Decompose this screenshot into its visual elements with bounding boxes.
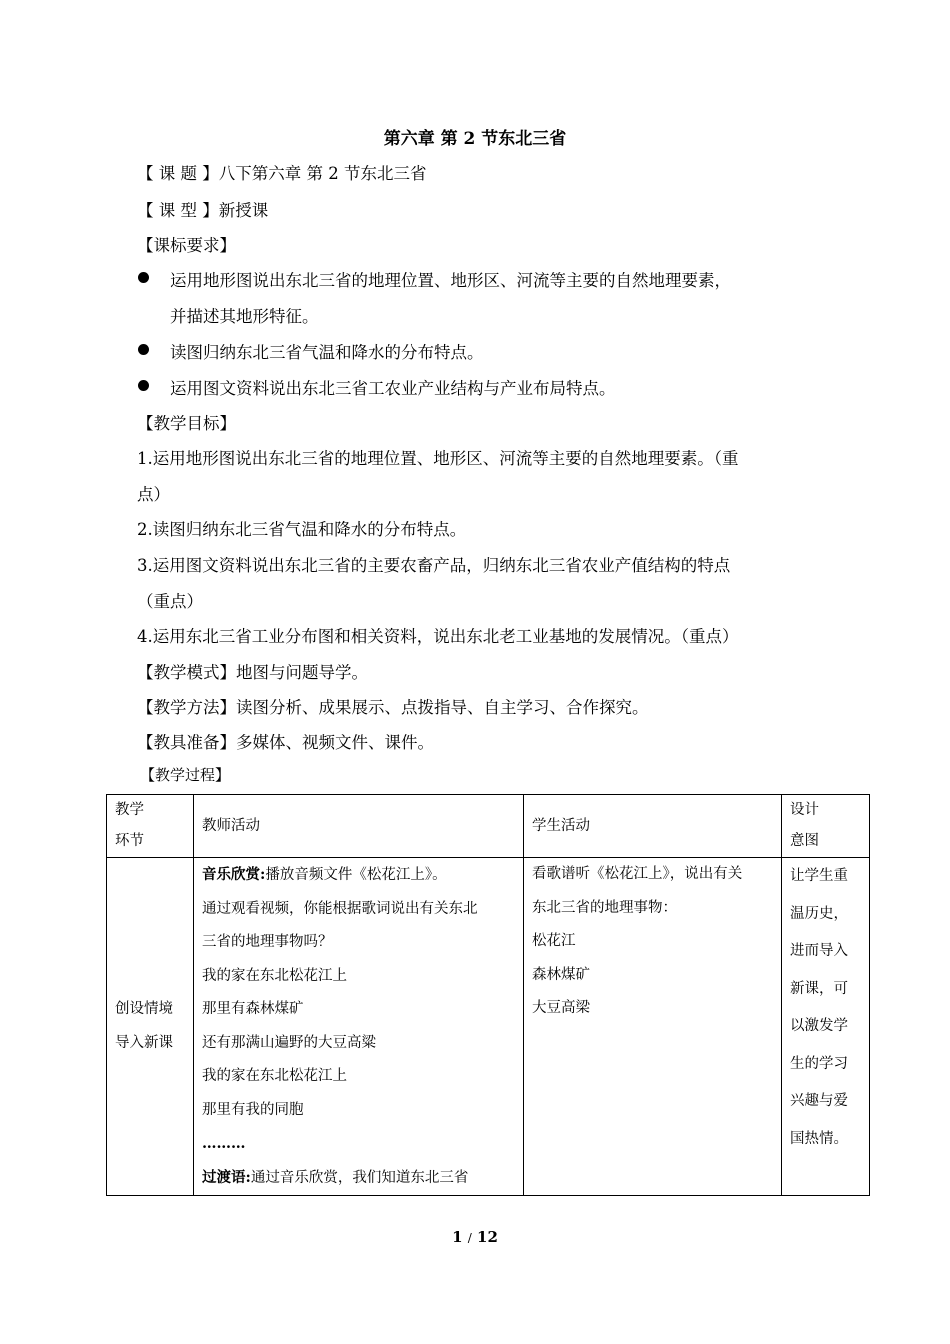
intent-line: 生的学习 [790,1055,848,1072]
intent-line: 温历史， [790,905,848,922]
lesson-type: 【 课 型 】新授课 [137,201,269,220]
standard-item-1-line-1: 运用地形图说出东北三省的地理位置、地形区、河流等主要的自然地理要素， [170,271,731,290]
student-line: 大豆高梁 [532,1000,590,1016]
bullet-icon [138,272,149,283]
goal-item-4: 4.运用东北三省工业分布图和相关资料，说出东北老工业基地的发展情况。（重点） [137,627,739,646]
teaching-mode: 【教学模式】地图与问题导学。 [137,663,368,682]
header-student: 学生活动 [524,795,782,858]
bullet-icon [138,344,149,355]
standard-item-2: 读图归纳东北三省气温和降水的分布特点。 [170,343,484,362]
teacher-line: 我的家在东北松花江上 [202,1068,347,1084]
teacher-line: 那里有我的同胞 [202,1101,304,1118]
page-separator: / [467,1231,472,1245]
intent-cell [782,858,870,1196]
header-intent-line-1: 设计 [790,802,819,818]
process-heading: 【教学过程】 [140,766,231,784]
teacher-music-label: 音乐欣赏: [202,866,266,883]
teacher-line: 还有那满山遍野的大豆高粱 [202,1034,376,1051]
teacher-line: 三省的地理事物吗？ [202,934,333,950]
student-line: 松花江 [532,933,576,949]
teacher-line: 通过观看视频，你能根据歌词说出有关东北 [202,900,478,917]
process-table [106,794,870,1196]
goals-heading: 【教学目标】 [137,414,236,433]
teacher-activity-cell [194,858,524,1196]
teacher-transition-line [202,1161,515,1196]
stage-line-1: 创设情境 [115,1001,173,1017]
header-stage [107,795,194,858]
teaching-tools: 【教具准备】多媒体、视频文件、课件。 [137,733,434,752]
goal-item-1-line-1: 1.运用地形图说出东北三省的地理位置、地形区、河流等主要的自然地理要素。（重 [137,449,739,468]
teacher-intro-line [202,858,515,893]
header-stage-line-2: 环节 [115,833,144,849]
intent-line: 新课，可 [790,980,848,997]
teacher-music-text: 播放音频文件《松花江上》。 [265,867,447,883]
stage-cell [107,858,194,1196]
student-line: 东北三省的地理事物： [532,899,677,916]
teacher-transition-text: 通过音乐欣赏，我们知道东北三省 [250,1169,469,1186]
teaching-method: 【教学方法】读图分析、成果展示、点拨指导、自主学习、合作探究。 [137,698,649,717]
page-current: 1 [452,1228,463,1246]
page-total: 12 [477,1228,498,1246]
goal-item-1-line-2: 点） [137,485,170,504]
goal-item-3-line-1: 3.运用图文资料说出东北三省的主要农畜产品，归纳东北三省农业产值结构的特点 [137,556,731,575]
student-activity-cell [524,858,782,1196]
header-stage-line-1: 教学 [115,802,144,818]
intent-line: 进而导入 [790,943,848,959]
intent-line: 让学生重 [790,868,848,884]
teacher-line: 那里有森林煤矿 [202,1001,304,1017]
header-intent-line-2: 意图 [790,833,819,849]
table-row [107,858,870,1196]
student-line: 看歌谱听《松花江上》，说出有关 [532,866,743,882]
page-number [0,1228,950,1246]
standard-item-3: 运用图文资料说出东北三省工农业产业结构与产业布局特点。 [170,379,616,398]
lesson-topic: 【 课 题 】八下第六章 第 2 节东北三省 [137,164,427,183]
stage-line-2: 导入新课 [115,1034,173,1051]
standards-heading: 【课标要求】 [137,236,236,255]
teacher-line: ……… [202,1135,246,1152]
header-teacher: 教师活动 [194,795,524,858]
standard-item-1-line-2: 并描述其地形特征。 [170,307,319,326]
teacher-line: 我的家在东北松花江上 [202,967,347,984]
student-line: 森林煤矿 [532,966,590,983]
goal-item-2: 2.读图归纳东北三省气温和降水的分布特点。 [137,520,467,539]
goal-item-3-line-2: （重点） [137,592,203,611]
teacher-transition-label: 过渡语: [202,1168,251,1186]
intent-line: 以激发学 [790,1018,848,1034]
bullet-icon [138,380,149,391]
intent-line: 国热情。 [790,1130,848,1147]
table-header-row [107,795,870,858]
header-intent [782,795,870,858]
page-title: 第六章 第 2 节东北三省 [383,129,567,149]
intent-line: 兴趣与爱 [790,1093,848,1109]
